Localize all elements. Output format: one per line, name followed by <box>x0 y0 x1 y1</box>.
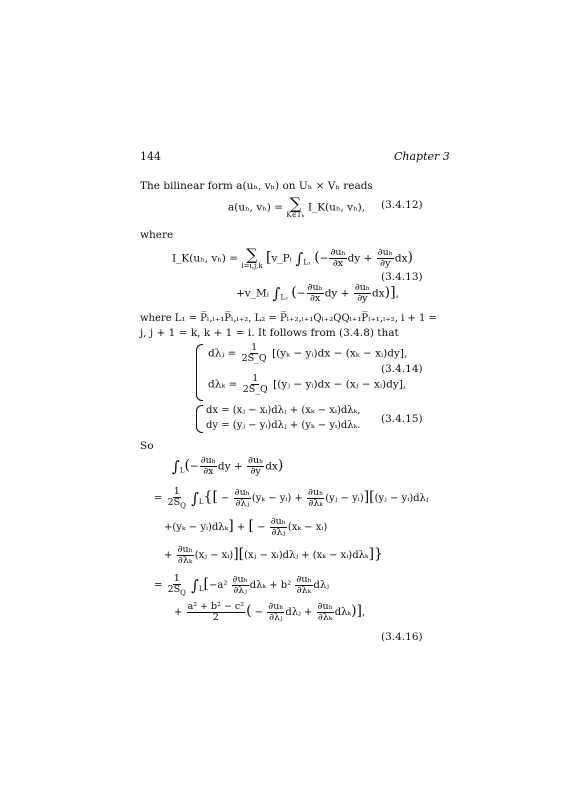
where-l1-text: where L₁ = P̅ₗ,ₗ₊₁P̅ₗ,ₗ₊₂, L₂ = P̅ₗ₊₂,ₗ₊₁Qₗ₊₂QQₗ₊₁P̅ₗ₊₁,ₗ₊₂, i + 1 = <box>140 313 437 324</box>
equation-number: (3.4.14) <box>381 363 423 375</box>
follows-text: j, j + 1 = k, k + 1 = i. It follows from (3.4.8) that <box>140 327 399 339</box>
so-text: So <box>140 440 154 452</box>
equation-number: (3.4.15) <box>381 413 423 425</box>
equation-3-4-13-line2: +v_Mₗ $\int_{L_2}$ (− $\frac{\text{∂uₕ}}{\partial x}$ dy + $\frac{\text{∂uₕ}}{\partial y}$ dx)], <box>236 282 399 304</box>
equation-3-4-16-line3: +(yₖ − yᵢ)dλₖ] + [ − $\frac{\text{∂uₕ}}{\text{∂λⱼ}}$ (xₖ − xᵢ) <box>164 516 328 538</box>
equation-3-4-14-line2: dλₖ = $\frac{1}{2S\_Q}$ [(yⱼ − yᵢ)dx − (xⱼ − xᵢ)dy], <box>208 373 407 395</box>
equation-number: (3.4.12) <box>381 199 423 211</box>
page-number: 144 <box>140 150 161 163</box>
equation-number: (3.4.13) <box>381 271 423 283</box>
left-brace <box>196 344 203 401</box>
equation-3-4-13-line1: I_K(uₕ, vₕ) = ∑ l=i,j,k [v_Pₗ $\int_{L_1}$ (− $\frac{\text{∂uₕ}}{\partial x}$ dy + $\frac{\text{∂uₕ}}{\partial y}$ dx) <box>172 245 414 270</box>
chapter-title: Chapter 3 <box>394 150 450 163</box>
where-text: where <box>140 229 174 241</box>
equation-3-4-16-line5: = $\frac{1}{2S_Q}$ $\int_L[-a^2$ $\frac{\text{∂uₕ}}{\text{∂λⱼ}}$ dλₖ + b² $\frac{\text{∂uₕ}}{\text{∂λₖ}}$ dλⱼ <box>154 573 329 597</box>
equation-3-4-15-line2: dy = (yⱼ − yᵢ)dλⱼ + (yₖ − yᵢ)dλₖ. <box>206 420 361 431</box>
left-brace <box>196 405 203 433</box>
equation-3-4-12: a(uₕ, vₕ) = ∑ K∈Tₕ I_K(uₕ, vₕ), <box>228 194 366 219</box>
equation-3-4-14-line1: dλⱼ = $\frac{1}{2S\_Q}$ [(yₖ − yᵢ)dx − (xₖ − xᵢ)dy], <box>208 342 408 364</box>
equation-3-4-16-line2: = $\frac{1}{2S_Q}$ $\int_L${[ − $\frac{\text{∂uₕ}}{\text{∂λⱼ}}$ (yₖ − yᵢ) + $\frac{\text{∂uₕ}}{\text{∂λₖ}}$ (yⱼ − yᵢ)][(yⱼ − yᵢ)dλⱼ <box>154 486 429 510</box>
equation-3-4-16-line1: $\int_L(-$ $\frac{\text{∂uₕ}}{\partial x}$ dy + $\frac{\text{∂uₕ}}{\partial y}$ dx) <box>172 455 284 477</box>
equation-3-4-16-line4: + $\frac{\text{∂uₕ}}{\text{∂λₖ}}$ (xⱼ − xᵢ)][(xⱼ − xᵢ)dλⱼ + (xₖ − xᵢ)dλₖ]} <box>164 544 383 566</box>
intro-text: The bilinear form a(uₕ, vₕ) on Uₕ × Vₕ reads <box>140 180 373 192</box>
equation-3-4-16-line6: + $\frac{\text{a² + b² − c²}}{2}$ ( − $\frac{\text{∂uₕ}}{\text{∂λⱼ}}$ dλⱼ + $\frac{\text{∂uₕ}}{\text{∂λₖ}}$ dλₖ)], <box>174 601 366 623</box>
equation-number: (3.4.16) <box>381 631 423 643</box>
equation-3-4-15-line1: dx = (xⱼ − xᵢ)dλⱼ + (xₖ − xᵢ)dλₖ, <box>206 405 361 416</box>
